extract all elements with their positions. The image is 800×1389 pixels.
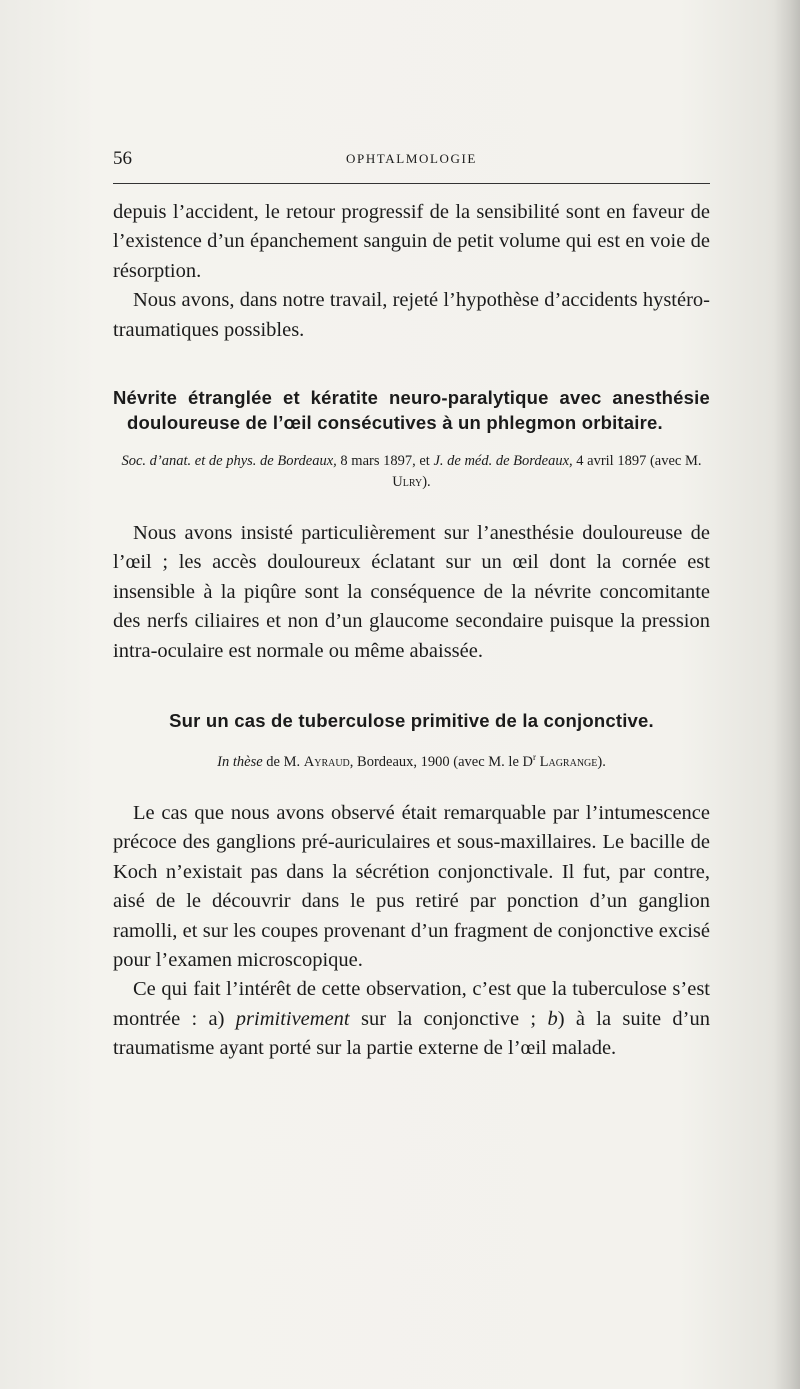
- ref-soc: Soc. d’anat. et de phys. de Bordeaux,: [121, 453, 337, 470]
- reference-nevrite: [113, 451, 710, 493]
- running-title: OPHTALMOLOGIE: [346, 151, 477, 166]
- paragraph-anesthesie: Nous avons insisté particulièrement sur l’anesthésie douloureuse de l’œil ; les accès douloureux éclatant sur un œil dont la cornée est insensible à la piqûre sont la conséquence de la névrite concomitante des nerfs ciliaires et non d’un glaucome secondaire puisque la pression intra-oculaire est normale ou même abaissée.: [113, 522, 710, 662]
- ref-journal: J. de méd. de Bordeaux,: [433, 453, 573, 470]
- page-number: 56: [113, 148, 132, 169]
- page-content: [113, 198, 710, 1064]
- interet-end: ) à la suite d’un traumatisme ayant porté sur la partie externe de l’œil malade.: [113, 1007, 710, 1060]
- ref-author-ulry: Ulry: [392, 474, 423, 491]
- ref-date1: 8 mars 1897, et: [336, 453, 434, 470]
- interet-start: Ce qui fait l’intérêt de cette observation, c’est que la tuberculose s’est montrée : a): [113, 978, 710, 1030]
- header-rule: [113, 183, 710, 184]
- ref-de-m: de M.: [262, 753, 304, 770]
- paragraph-continuation: depuis l’accident, le retour progressif de la sensibilité sont en faveur de l’existence d’un épanchement sanguin de petit volume qui est en voie de résorption.: [113, 201, 710, 282]
- ref-coauthor-lagrange: Lagrange: [539, 753, 598, 770]
- ref-dr-sup: r: [533, 752, 536, 763]
- ref-date2: 4 avril 1897 (avec M.: [572, 453, 702, 470]
- ref-close-2: ).: [597, 753, 606, 770]
- paragraph-cas-observe: Le cas que nous avons observé était remarquable par l’intumescence précoce des ganglions pré-auriculaires et sous-maxillaires. Le bacille de Koch n’existait pas dans la sécrétion conjonctivale. Il fut, par contre, aisé de le découvrir dans le pus retiré par ponction d’un ganglion ramolli, et sur les coupes provenant d’un fragment de conjonctive excisé pour l’examen microscopique.: [113, 801, 710, 971]
- page-header: [113, 148, 710, 172]
- ref-close: ).: [422, 474, 431, 491]
- reference-tuberculose: [113, 747, 710, 773]
- interet-primitivement: primitivement: [235, 1007, 350, 1030]
- paragraph-interet: [113, 975, 710, 1063]
- section-title-nevrite-text: Névrite étranglée et kératite neuro-paralytique avec anesthésie douloureuse de l’œil consécutives à un phlegmon orbitaire.: [113, 387, 710, 434]
- ref-in-these: In thèse: [217, 753, 263, 770]
- ref-middle: , Bordeaux, 1900 (avec M. le D: [349, 753, 533, 770]
- page-edge-shadow: [774, 0, 800, 1389]
- section-title-tuberculose: Sur un cas de tuberculose primitive de la conjonctive.: [169, 710, 654, 732]
- section-title-nevrite: [113, 385, 710, 435]
- interet-mid: sur la conjonctive ;: [349, 1007, 548, 1030]
- interet-b: b: [547, 1007, 558, 1030]
- paragraph-hypothesis: Nous avons, dans notre travail, rejeté l’hypothèse d’accidents hystéro-traumatiques possibles.: [113, 289, 710, 341]
- ref-author-ayraud: Ayraud: [303, 753, 350, 770]
